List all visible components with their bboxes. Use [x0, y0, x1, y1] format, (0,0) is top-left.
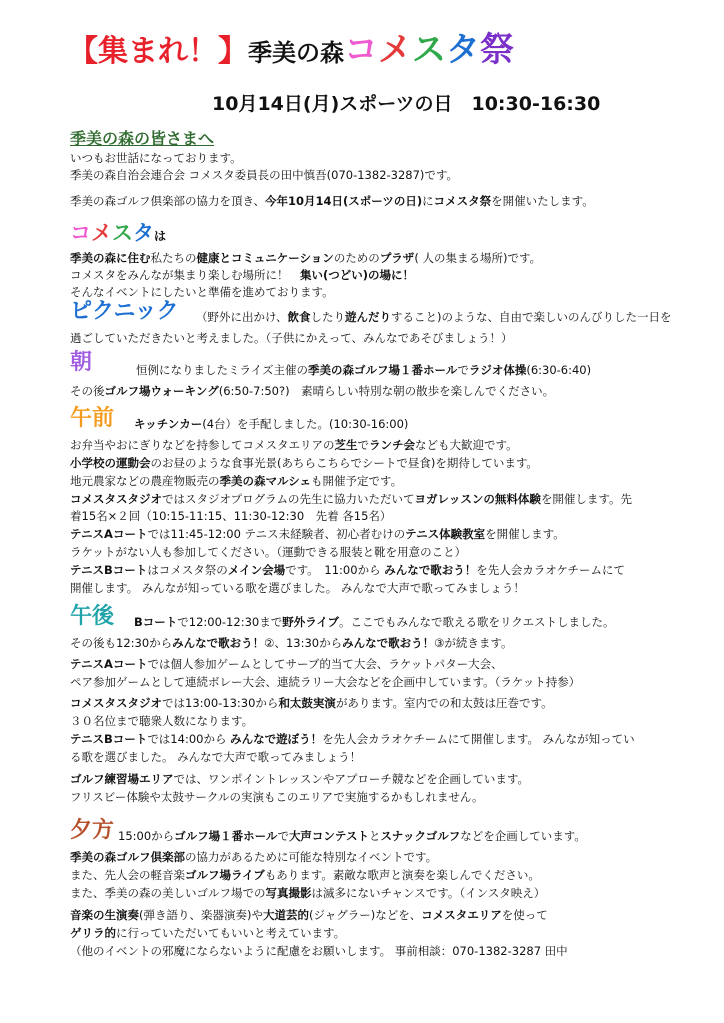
text-span: コメスタをみんなが集まり楽しむ場所に！	[70, 268, 300, 282]
text-span: みんなで遊ぼう！	[230, 732, 323, 746]
forenoon-line-2	[70, 437, 518, 453]
text-span: コメスタスタジオ	[70, 492, 162, 506]
text-span: を開催いたします。	[491, 194, 594, 208]
text-span: はコメスタ祭の	[147, 563, 228, 577]
evening-line-5	[70, 907, 548, 923]
text-span: で12:00-12:30まで	[177, 615, 283, 629]
comesta-line-1	[70, 250, 541, 266]
text-span: テニスBコート	[70, 732, 148, 746]
comesta-char-me: メ	[91, 221, 112, 245]
evening-heading: 夕方	[70, 818, 115, 843]
text-span: みんなで歌おう！	[342, 636, 435, 650]
text-span: その後も12:30から	[70, 636, 173, 650]
title-bracket-open: 【	[68, 34, 98, 69]
morning-line-1	[136, 362, 591, 378]
text-span: みんなで歌おう！	[384, 563, 477, 577]
text-span: と	[368, 829, 381, 843]
forenoon-line-1	[134, 416, 408, 432]
text-span: を使って	[501, 908, 548, 922]
flyer-title	[68, 28, 514, 75]
text-span: ゴルフ場１番ホール	[174, 829, 278, 843]
text-span: では11:45-12:00 テニス未経験者、初心者むけの	[147, 527, 406, 541]
greeting-heading: 季美の森の皆さまへ	[70, 129, 215, 148]
evening-line-1	[118, 828, 586, 844]
title-place: 季美の森	[248, 39, 344, 67]
text-span: その後	[70, 384, 105, 398]
forenoon-line-7	[70, 526, 565, 542]
text-span: です。 11:00から	[285, 563, 385, 577]
title-atsumare: 集まれ！	[98, 34, 218, 69]
greeting-line-1: いつもお世話になっております。	[70, 151, 242, 165]
text-span: Bコート	[134, 615, 178, 629]
text-span: で	[457, 363, 469, 377]
text-span: は滅多にないチャンスです。（インスタ映え）	[311, 886, 546, 900]
text-span: で	[357, 438, 369, 452]
text-span: 私たちの	[150, 251, 197, 265]
afternoon-line-10: フリスビー体験や太鼓サークルの実演もこのエリアで実施するかもしれません。	[70, 790, 484, 804]
text-span: のお昼のような食事光景(あちらこちらでシートで昼食)を期待しています。	[150, 456, 538, 470]
greeting-line-2: 季美の森自治会連合会 コメスタ委員長の田中慎吾(070-1382-3287)です。	[70, 168, 458, 182]
forenoon-heading: 午前	[70, 406, 115, 431]
text-span: 季美の森ゴルフ倶楽部	[70, 850, 185, 864]
afternoon-line-2	[70, 635, 512, 651]
title-char-ko: コ	[344, 30, 378, 70]
text-span: 大道芸的	[262, 908, 309, 922]
text-span: 恒例になりましたミライズ主催の	[136, 363, 309, 377]
text-span: を開催します。	[485, 527, 565, 541]
title-bracket-close: 】	[218, 34, 248, 69]
text-span: に	[422, 194, 434, 208]
text-span: では、ワンポイントレッスンやアプローチ競などを企画しています。	[173, 772, 529, 786]
text-span: 季美の森に住む	[70, 251, 151, 265]
forenoon-line-3	[70, 455, 538, 471]
picnic-line-2: 過ごしていただきたいと考えました。（子供にかえって、みんなであそびましょう！）	[70, 331, 513, 345]
comesta-char-ko: コ	[70, 221, 91, 245]
text-span: ( 人の集まる場所)です。	[414, 251, 542, 265]
afternoon-line-3	[70, 656, 503, 672]
text-span: では14:00から	[147, 732, 231, 746]
evening-line-4	[70, 885, 545, 901]
forenoon-line-10: 開催します。 みんなが知っている歌を選びました。 みんなで大声で歌ってみましょう！	[70, 581, 525, 595]
evening-line-7: （他のイベントの邪魔にならないように配慮をお願いします。 事前相談：070-1382-3287 田中	[70, 944, 568, 958]
text-span: テニス体験教室	[405, 527, 486, 541]
text-span: キッチンカー	[134, 417, 203, 431]
evening-line-3	[70, 867, 540, 883]
forenoon-line-9	[70, 562, 625, 578]
text-span: 小学校の運動会	[70, 456, 151, 470]
text-span: を先人会カラオケチームにて開催します。 みんなが知ってい	[322, 732, 635, 746]
text-span: すること)のような、自由で楽しいのんびりした一日を	[391, 310, 672, 324]
text-span: (4台）を手配しました。(10:30-16:00)	[202, 417, 409, 431]
text-span: のための	[333, 251, 380, 265]
text-span: を開催します。先	[540, 492, 633, 506]
text-span: 季美の森マルシェ	[219, 474, 311, 488]
evening-line-2	[70, 849, 437, 865]
comesta-char-ta: タ	[133, 221, 154, 245]
forenoon-line-6: 着15名×２回（10:15-11:15、11:30-12:30 先着 各15名）	[70, 509, 392, 523]
text-span: 。ここでもみんなで歌える歌をリクエストしました。	[339, 615, 615, 629]
text-span: 季美の森ゴルフ倶楽部の協力を頂き、	[70, 194, 266, 208]
comesta-heading	[70, 219, 166, 250]
evening-line-6	[70, 925, 345, 941]
text-span: 地元農家などの農産物販売の	[70, 474, 220, 488]
picnic-heading: ピクニック	[70, 299, 179, 324]
afternoon-line-4: ペア参加ゲームとして連続ボレー大会、連続ラリー大会などを企画中しています。（ラケット持参）	[70, 675, 581, 689]
text-span: 今年10月14日(スポーツの日)	[265, 194, 423, 208]
text-span: 野外ライブ	[282, 615, 340, 629]
text-span: (ジャグラー)などを、	[308, 908, 422, 922]
text-span: 和太鼓実演	[278, 696, 336, 710]
text-span: テニスBコート	[70, 563, 148, 577]
text-span: スナックゴルフ	[380, 829, 461, 843]
morning-heading: 朝	[70, 350, 93, 375]
text-span: テニスAコート	[70, 527, 148, 541]
text-span: の協力があるために可能な特別なイベントです。	[185, 850, 438, 864]
text-span: 季美の森ゴルフ場１番ホール	[308, 363, 458, 377]
greeting-line-3	[70, 193, 594, 209]
comesta-line-3: そんなイベントにしたいと準備を進めております。	[70, 285, 334, 299]
text-span: に行っていただいてもいいと考えています。	[116, 926, 346, 940]
title-char-su: ス	[412, 30, 446, 70]
text-span: で	[277, 829, 289, 843]
text-span: したり	[310, 310, 346, 324]
text-span: コメスタ祭	[433, 194, 492, 208]
afternoon-line-8: る歌を選びました。 みんなで大声で歌ってみましょう！	[70, 750, 362, 764]
text-span: ゴルフ場ライブ	[185, 868, 265, 882]
afternoon-heading: 午後	[70, 604, 115, 629]
text-span: 健康とコミュニケーション	[196, 251, 334, 265]
text-span: を先人会カラオケチームにて	[476, 563, 626, 577]
text-span: ゴルフ練習場エリア	[70, 772, 174, 786]
text-span: コメスタスタジオ	[70, 696, 162, 710]
title-char-matsuri: 祭	[480, 30, 514, 70]
text-span: 遊んだり	[345, 310, 392, 324]
title-char-me: メ	[378, 30, 412, 70]
text-span: などを企画しています。	[460, 829, 586, 843]
comesta-char-su: ス	[112, 221, 133, 245]
text-span: も開催予定です。	[310, 474, 403, 488]
text-span: ②、13:30から	[264, 636, 343, 650]
text-span: （野外に出かけ、	[196, 310, 288, 324]
forenoon-line-5	[70, 491, 632, 507]
comesta-line-2	[70, 267, 414, 283]
text-span: 飲食	[287, 310, 311, 324]
text-span: では個人参加ゲームとしてサーブ的当て大会、ラケットパター大会、	[147, 657, 503, 671]
text-span: ③が続きます。	[434, 636, 513, 650]
text-span: ゴルフ場ウォーキング	[104, 384, 219, 398]
text-span: 音楽の生演奏	[70, 908, 139, 922]
comesta-particle: は	[154, 229, 167, 243]
text-span: また、季美の森の美しいゴルフ場での	[70, 886, 266, 900]
title-char-ta: タ	[446, 30, 480, 70]
text-span: 大声コンテスト	[288, 829, 369, 843]
text-span: 芝生	[334, 438, 358, 452]
text-span: があります。室内での和太鼓は圧巻です。	[335, 696, 553, 710]
text-span: みんなで歌おう！	[172, 636, 265, 650]
morning-line-2	[70, 383, 554, 399]
text-span: プラザ	[379, 251, 415, 265]
event-date: 10月14日(月)スポーツの日 10:30-16:30	[212, 93, 601, 115]
text-span: メイン会場	[227, 563, 286, 577]
text-span: テニスAコート	[70, 657, 148, 671]
text-span: ヨガレッスンの無料体験	[414, 492, 541, 506]
text-span: (6:50-7:50?) 素晴らしい特別な朝の散歩を楽しんでください。	[218, 384, 555, 398]
text-span: ではスタジオプログラムの先生に協力いただいて	[162, 492, 415, 506]
text-span: お弁当やおにぎりなどを持参してコメスタエリアの	[70, 438, 335, 452]
afternoon-line-7	[70, 731, 635, 747]
afternoon-line-1	[134, 614, 615, 630]
afternoon-line-5	[70, 695, 553, 711]
afternoon-line-6: ３０名位まで聴衆人数になります。	[70, 714, 254, 728]
picnic-line-1	[196, 309, 672, 325]
text-span: コメスタエリア	[421, 908, 502, 922]
text-span: では13:00-13:30から	[162, 696, 279, 710]
text-span: ゲリラ的	[70, 926, 116, 940]
text-span: 15:00から	[118, 829, 175, 843]
text-span: ラジオ体操	[468, 363, 527, 377]
forenoon-line-4	[70, 473, 402, 489]
text-span: また、先人会の軽音楽	[70, 868, 185, 882]
text-span: (6:30-6:40)	[526, 363, 592, 377]
text-span: ランチ会	[369, 438, 415, 452]
text-span: 集い(つどい)の場に！	[300, 268, 415, 282]
text-span: 写真撮影	[265, 886, 312, 900]
afternoon-line-9	[70, 771, 529, 787]
forenoon-line-8: ラケットがない人も参加してください。（運動できる服装と靴を用意のこと）	[70, 545, 467, 559]
text-span: (弾き語り、楽器演奏)や	[139, 908, 263, 922]
text-span: もあります。素敵な歌声と演奏を楽しんでください。	[264, 868, 540, 882]
text-span: なども大歓迎です。	[415, 438, 518, 452]
